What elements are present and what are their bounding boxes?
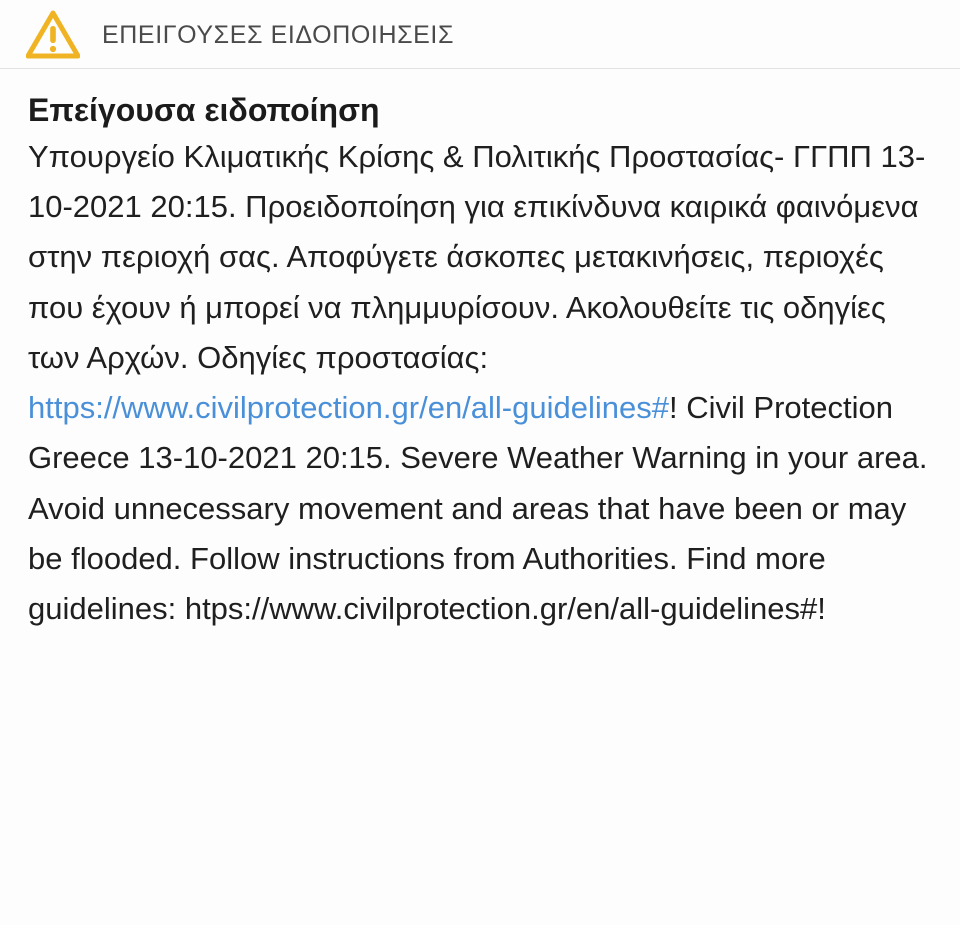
notification-text-greek: Υπουργείο Κλιματικής Κρίσης & Πολιτικής Προστασίας- ΓΓΠΠ 13-10-2021 20:15. Προειδοποίηση για επικίνδυνα καιρικά φαινόμενα στην περιοχή σας. Αποφύγετε άσκοπες μετακινήσεις, περιοχές που έχουν ή μπορεί να πλημμυρίσουν. Ακολουθείτε τις οδηγίες των Αρχών. Οδηγίες προστασίας: bbox=[28, 139, 926, 375]
alert-header-title: ΕΠΕΙΓΟΥΣΕΣ ΕΙΔΟΠΟΙΗΣΕΙΣ bbox=[102, 20, 455, 49]
notification-body-wrapper bbox=[0, 69, 960, 664]
notification-title: Επείγουσα ειδοποίηση bbox=[28, 92, 380, 128]
warning-triangle-icon bbox=[26, 10, 80, 60]
alert-header bbox=[0, 0, 960, 62]
notification-message bbox=[28, 132, 934, 634]
guidelines-link[interactable]: https://www.civilprotection.gr/en/all-guidelines# bbox=[28, 390, 669, 426]
bottom-spacer bbox=[28, 634, 934, 664]
notification-text-english: Civil Protection Greece 13-10-2021 20:15. Severe Weather Warning in your area. Avoid unnecessary movement and areas that have been or may be flooded. Follow instructions from Authorities. Find more guidelines: htps://www.civilprotection.gr/en/all-guidelines#! bbox=[28, 390, 928, 626]
notification-text-after-link: ! bbox=[668, 390, 678, 426]
